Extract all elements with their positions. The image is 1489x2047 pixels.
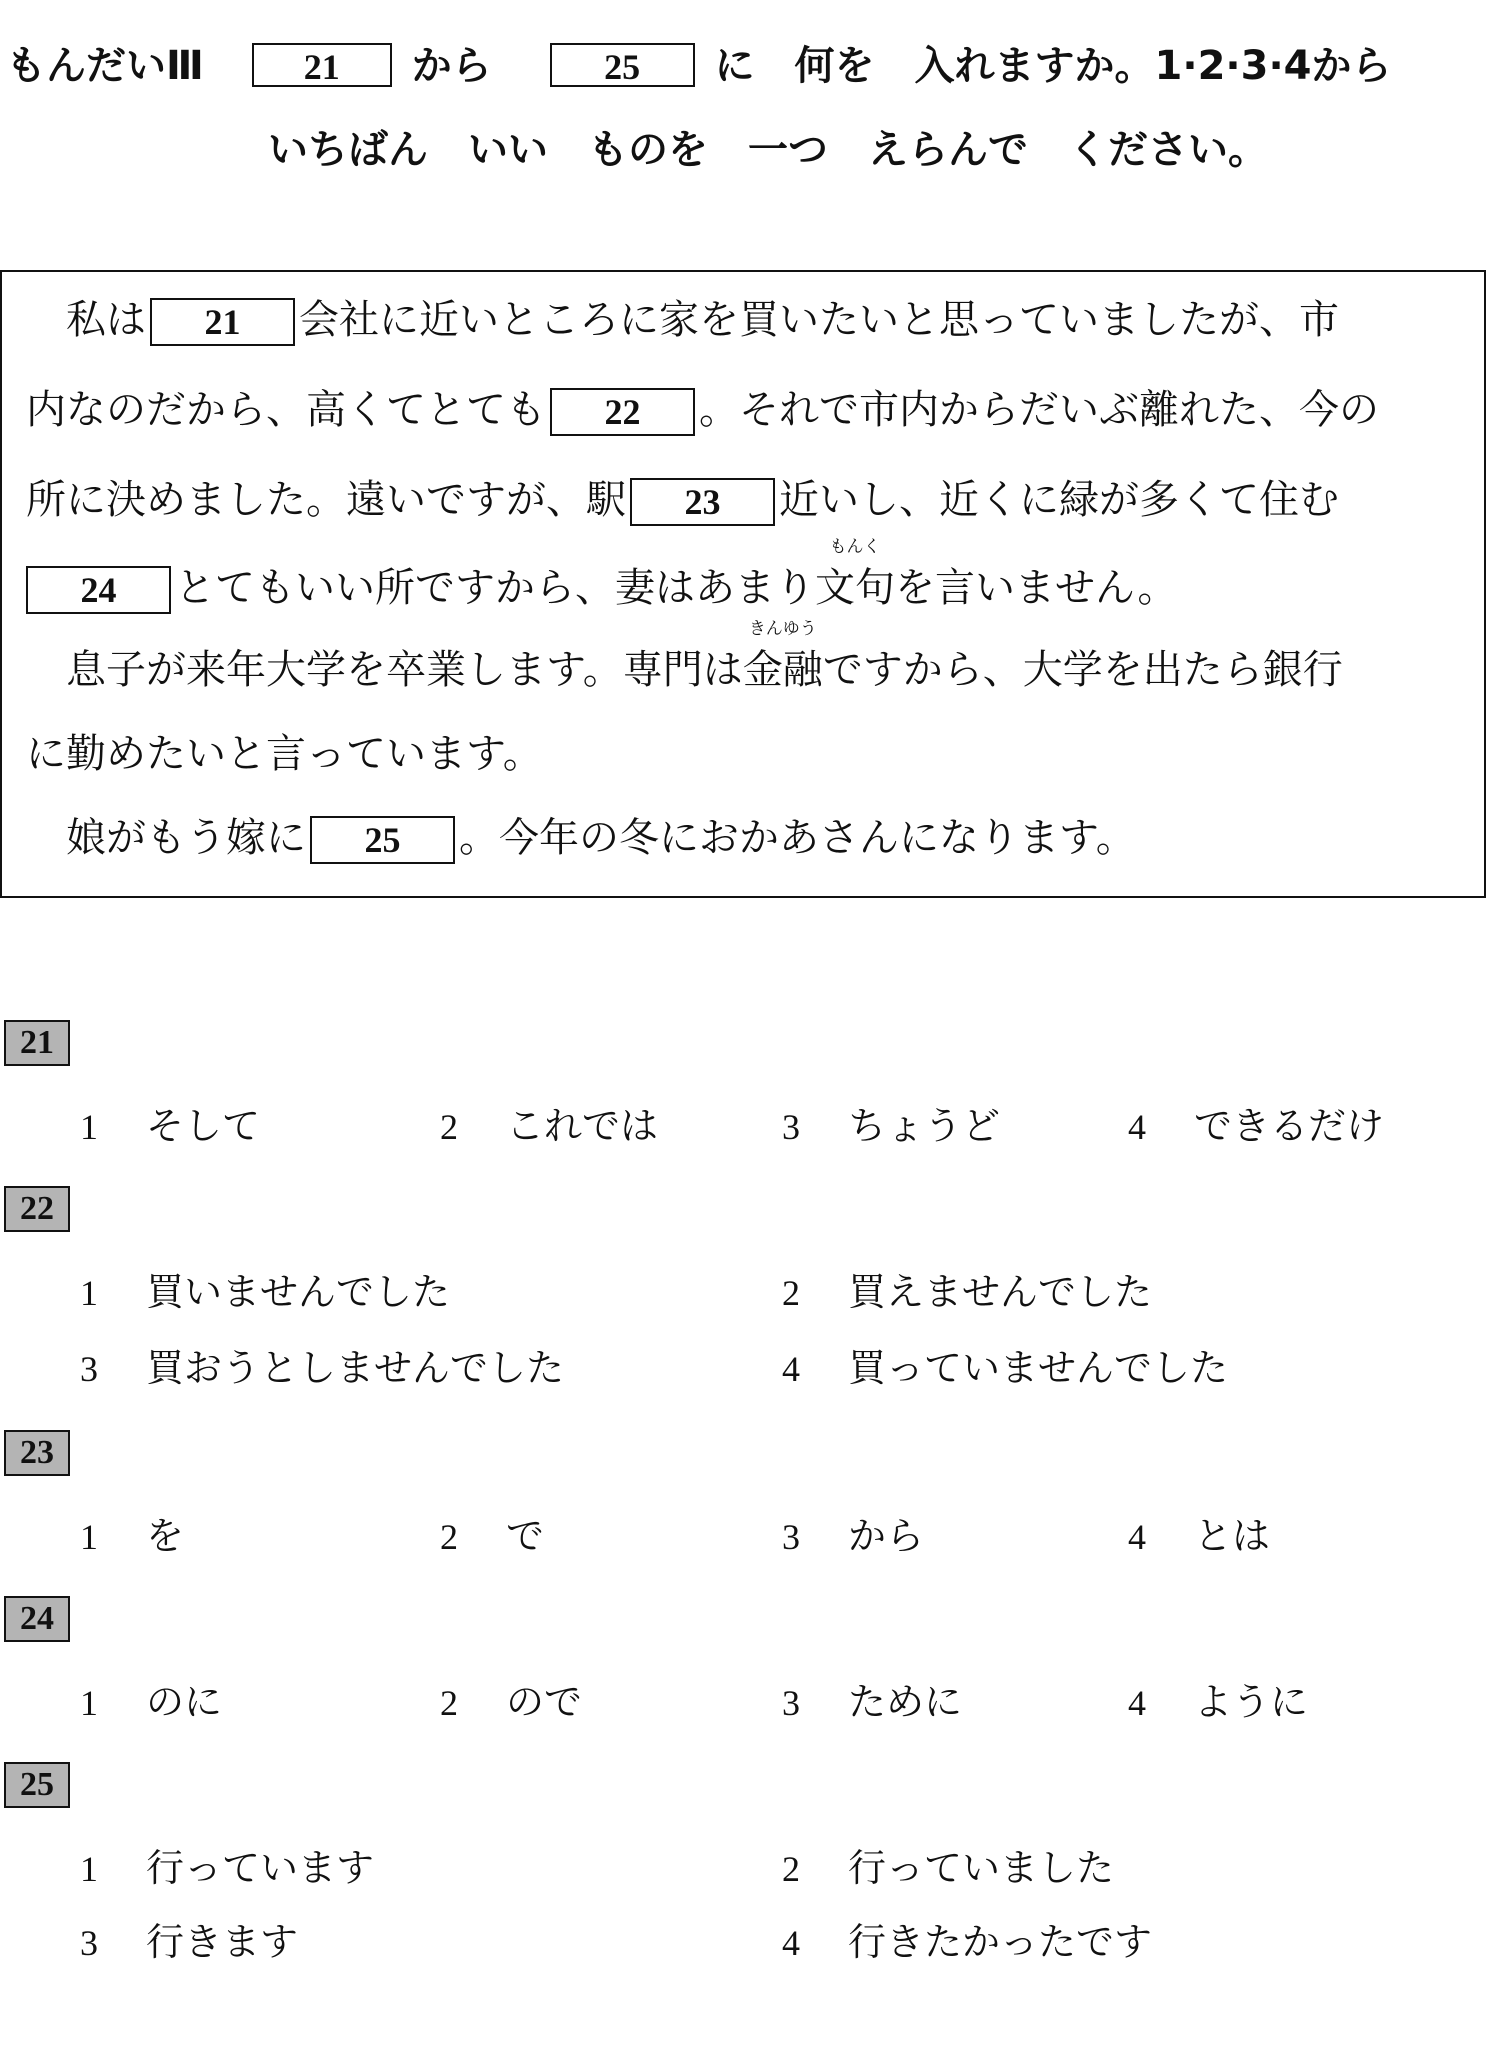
option-number: 1 xyxy=(80,1683,98,1723)
passage-text: 息子が来年大学を卒業します。専門は xyxy=(66,647,743,693)
option-number: 1 xyxy=(80,1273,98,1313)
blank-21: 21 xyxy=(150,298,295,346)
option-number: 4 xyxy=(782,1349,800,1389)
option-number: 2 xyxy=(782,1273,800,1313)
option-number: 3 xyxy=(782,1517,800,1557)
option-text: ちょうど xyxy=(848,1104,1001,1148)
option-number: 4 xyxy=(782,1923,800,1963)
passage-line xyxy=(66,812,1136,864)
option-23-2[interactable] xyxy=(440,1512,544,1561)
option-text: 行っています xyxy=(146,1846,375,1890)
blank-24: 24 xyxy=(26,566,171,614)
option-number: 2 xyxy=(782,1849,800,1889)
ruby-base: 金融 xyxy=(742,647,823,693)
option-text: これでは xyxy=(506,1104,659,1148)
passage-line xyxy=(26,384,1379,436)
question-number-25: 25 xyxy=(4,1762,70,1808)
question-number-24: 24 xyxy=(4,1596,70,1642)
instruction-text: に 何を 入れますか。1·2·3·4から xyxy=(714,43,1392,89)
instruction-text: から xyxy=(411,43,492,89)
option-number: 3 xyxy=(80,1349,98,1389)
option-number: 1 xyxy=(80,1107,98,1147)
option-23-4[interactable] xyxy=(1128,1512,1270,1561)
passage-text: 。それで市内からだいぶ離れた、今の xyxy=(699,387,1379,433)
option-number: 4 xyxy=(1128,1517,1146,1557)
problem-label: もんだいⅢ xyxy=(6,43,204,89)
option-number: 4 xyxy=(1128,1683,1146,1723)
blank-23: 23 xyxy=(630,478,775,526)
passage-line xyxy=(26,537,1178,614)
passage-text: に勤めたいと言っています。 xyxy=(26,731,543,777)
option-number: 1 xyxy=(80,1849,98,1889)
option-21-3[interactable] xyxy=(782,1102,1000,1151)
passage-text: 所に決めました。遠いですが、駅 xyxy=(26,477,626,523)
option-text: ように xyxy=(1194,1680,1309,1724)
option-23-3[interactable] xyxy=(782,1512,924,1561)
passage-text: 会社に近いところに家を買いたいと思っていましたが、市 xyxy=(299,297,1339,343)
option-25-4[interactable] xyxy=(782,1918,1152,1967)
option-text: を xyxy=(146,1514,185,1558)
option-text: 行っていました xyxy=(848,1846,1115,1890)
question-number-22: 22 xyxy=(4,1186,70,1232)
instruction-line-2: いちばん いい ものを 一つ えらんで ください。 xyxy=(268,127,1268,173)
option-text: ので xyxy=(506,1680,583,1724)
furigana: きんゆう xyxy=(748,619,817,639)
option-text: できるだけ xyxy=(1194,1104,1385,1148)
option-text: 買っていませんでした xyxy=(848,1346,1229,1390)
option-22-4[interactable] xyxy=(782,1344,1228,1393)
ruby-word xyxy=(815,537,895,614)
passage-text: 。今年の冬におかあさんになります。 xyxy=(459,815,1136,861)
option-number: 2 xyxy=(440,1683,458,1723)
option-text: そして xyxy=(146,1104,261,1148)
option-25-1[interactable] xyxy=(80,1844,374,1893)
option-24-2[interactable] xyxy=(440,1678,582,1727)
option-text: で xyxy=(506,1514,545,1558)
option-25-2[interactable] xyxy=(782,1844,1114,1893)
passage-text: を言いません。 xyxy=(895,565,1178,611)
option-22-2[interactable] xyxy=(782,1268,1152,1317)
option-text: とは xyxy=(1194,1514,1271,1558)
option-24-1[interactable] xyxy=(80,1678,222,1727)
option-25-3[interactable] xyxy=(80,1918,298,1967)
passage-line xyxy=(66,619,1343,696)
option-text: から xyxy=(848,1514,925,1558)
ruby-word xyxy=(742,619,823,696)
passage-text: 私は xyxy=(66,297,146,343)
passage-line xyxy=(66,294,1339,346)
option-24-4[interactable] xyxy=(1128,1678,1308,1727)
question-number-23: 23 xyxy=(4,1430,70,1476)
option-text: 行きたかったです xyxy=(848,1920,1153,1964)
option-number: 3 xyxy=(782,1107,800,1147)
passage-text: 内なのだから、高くてとても xyxy=(26,387,546,433)
furigana: もんく xyxy=(829,537,881,557)
option-number: 3 xyxy=(80,1923,98,1963)
option-text: 買いませんでした xyxy=(146,1270,451,1314)
option-21-1[interactable] xyxy=(80,1102,260,1151)
option-23-1[interactable] xyxy=(80,1512,184,1561)
passage-text: とてもいい所ですから、妻はあまり xyxy=(175,565,815,611)
option-number: 2 xyxy=(440,1107,458,1147)
option-21-2[interactable] xyxy=(440,1102,658,1151)
option-number: 2 xyxy=(440,1517,458,1557)
blank-22: 22 xyxy=(550,388,695,436)
option-text: 買おうとしませんでした xyxy=(146,1346,565,1390)
option-number: 3 xyxy=(782,1683,800,1723)
option-number: 4 xyxy=(1128,1107,1146,1147)
option-22-3[interactable] xyxy=(80,1344,564,1393)
ruby-base: 文句 xyxy=(815,565,895,611)
blank-box-21: 21 xyxy=(252,43,392,87)
passage-text: 近いし、近くに緑が多くて住む xyxy=(779,477,1339,523)
option-text: 買えませんでした xyxy=(848,1270,1153,1314)
instruction-line-1 xyxy=(6,40,1391,92)
option-24-3[interactable] xyxy=(782,1678,962,1727)
passage-line xyxy=(26,728,543,780)
option-number: 1 xyxy=(80,1517,98,1557)
option-text: ために xyxy=(848,1680,963,1724)
option-21-4[interactable] xyxy=(1128,1102,1384,1151)
option-text: 行きます xyxy=(146,1920,299,1964)
reading-passage xyxy=(0,270,1486,898)
option-22-1[interactable] xyxy=(80,1268,450,1317)
passage-line xyxy=(26,474,1339,526)
option-text: のに xyxy=(146,1680,223,1724)
passage-text: 娘がもう嫁に xyxy=(66,815,306,861)
passage-text: ですから、大学を出たら銀行 xyxy=(822,647,1343,693)
question-number-21: 21 xyxy=(4,1020,70,1066)
blank-box-25: 25 xyxy=(550,43,695,87)
blank-25: 25 xyxy=(310,816,455,864)
